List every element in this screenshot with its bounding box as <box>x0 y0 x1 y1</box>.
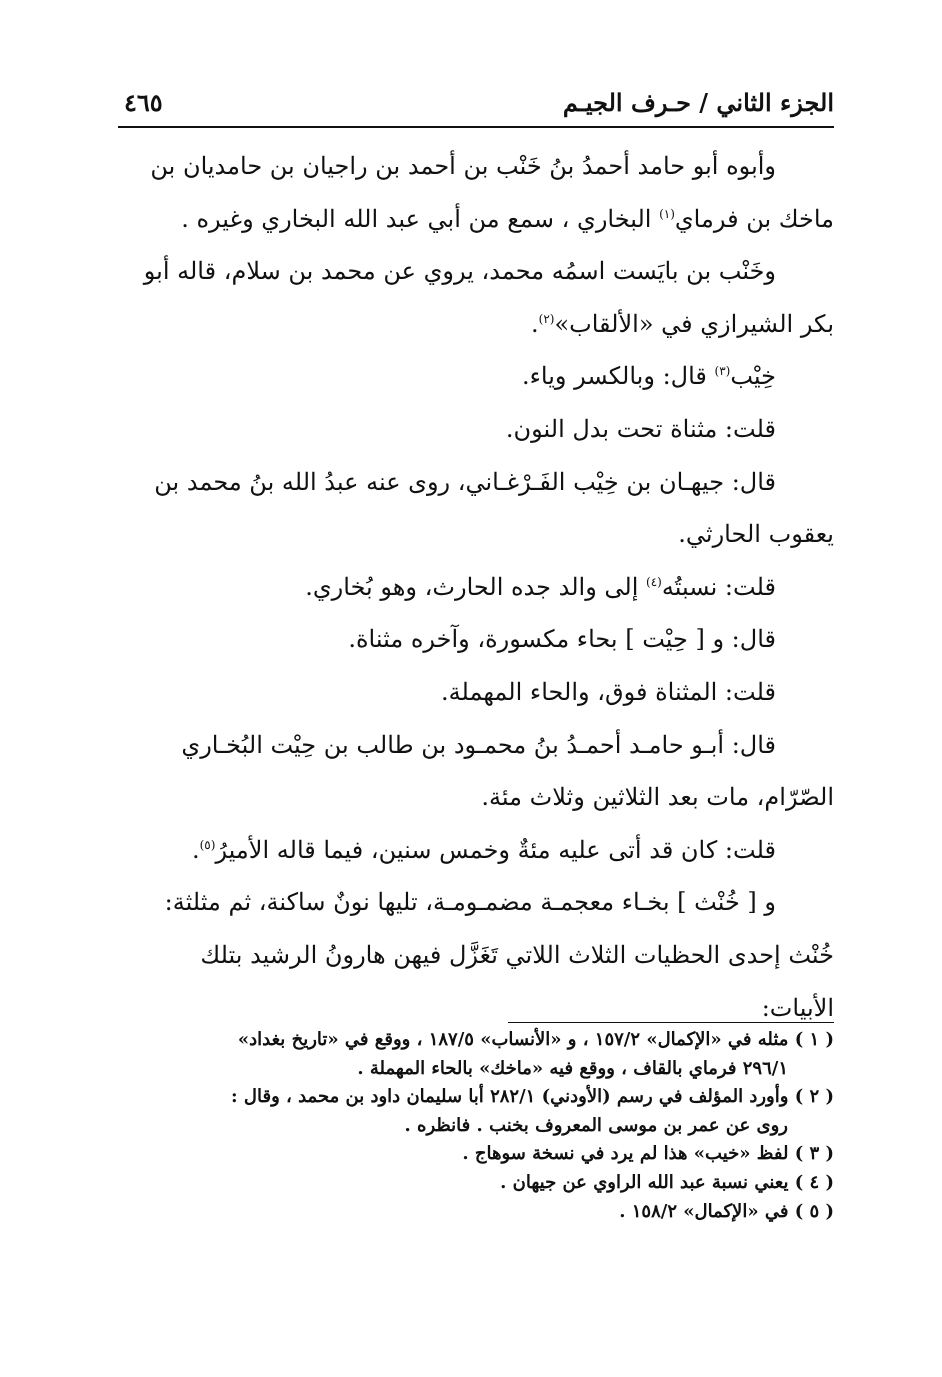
footnote: ( ٣ ) لفظ «خيب» هذا لم يرد في نسخة سوهاج . <box>462 1143 834 1165</box>
footnote-continuation: ٢٩٦/١ فرماي بالقاف ، ووقع فيه «ماخك» بالحاء المهملة . <box>357 1057 788 1079</box>
paragraph: قلت: نسبتُه$^{(٤)}$ إلى والد جده الحارث، وهو بُخاري. <box>305 572 776 601</box>
paragraph: وخَنْب بن بايَست اسمُه محمد، يروي عن محمد بن سلام، قاله أبو <box>143 257 776 286</box>
footnote-ref: (٢) <box>538 311 555 326</box>
main-text <box>118 140 834 1034</box>
paragraph-continuation: الصّرّام، مات بعد الثلاثين وثلاث مئة. <box>481 783 834 812</box>
footnote-mark: ( ٥ ) <box>794 1200 834 1222</box>
footnote-mark: ( ١ ) <box>794 1029 834 1050</box>
paragraph: وأبوه أبو حامد أحمدُ بنُ خَنْب بن أحمد بن راجيان بن حامديان بن <box>150 152 776 180</box>
footnote-ref: (٥) <box>199 837 216 852</box>
paragraph-continuation: ماخك بن فرماي$^{(١)}$ البخاري ، سمع من أبي عبد الله البخاري وغيره . <box>181 204 834 233</box>
paragraph: قال: أبـو حامـد أحمـدُ بنُ محمـود بن طالب بن حِيْت البُخـاري <box>181 730 776 759</box>
paragraph-continuation: بكر الشيرازي في «الألقاب»$^{(٢)}$. <box>530 309 834 338</box>
footnote: ( ٤ ) يعني نسبة عبد الله الراوي عن جيهان . <box>500 1171 834 1193</box>
footnote-ref: (١) <box>659 206 675 221</box>
paragraph: قال: و [ حِيْت ] بحاء مكسورة، وآخره مثناة. <box>348 625 776 654</box>
paragraph: قلت: المثناة فوق، والحاء المهملة. <box>441 677 776 706</box>
paragraph: قلت: مثناة تحت بدل النون. <box>505 414 776 443</box>
footnote-mark: ( ٣ ) <box>794 1143 834 1165</box>
paragraph: و [ خُنْث ] بخـاء معجمـة مضمـومـة، تليها نونٌ ساكنة، ثم مثلثة: <box>164 888 776 917</box>
footnote-continuation: روى عن عمر بن موسى المعروف بخنب . فانظره . <box>404 1114 788 1136</box>
running-title: الجزء الثاني / حـرف الجيـم <box>562 88 834 117</box>
paragraph: خِيْب$^{(٣)}$ قال: وبالكسر وياء. <box>522 362 776 391</box>
footnote-mark: ( ٢ ) <box>794 1086 834 1108</box>
footnote-mark: ( ٤ ) <box>794 1171 834 1193</box>
footnote: ( ٢ ) وأورد المؤلف في رسم (الأودني) ٢٨٢/١ أبا سليمان داود بن محمد ، وقال : <box>231 1086 834 1108</box>
footnote: ( ١ ) مثله في «الإكمال» ١٥٧/٢ ، و «الأنساب» ١٨٧/٥ ، ووقع في «تاريخ بغداد» <box>237 1029 834 1050</box>
footnote-ref: (٣) <box>714 364 731 379</box>
paragraph-continuation: الأبيات: <box>761 993 834 1022</box>
footnote-separator <box>508 1022 834 1023</box>
page-number: ٤٦٥ <box>124 88 163 117</box>
footnote: ( ٥ ) في «الإكمال» ١٥٨/٢ . <box>619 1200 834 1222</box>
footnotes <box>118 1026 834 1226</box>
paragraph: قال: جيهـان بن خِيْب الفَـرْغـاني، روى عنه عبدُ الله بنُ محمد بن <box>154 467 776 496</box>
paragraph: قلت: كان قد أتى عليه مئةٌ وخمس سنين، فيما قاله الأميرُ$^{(٥)}$. <box>191 835 776 864</box>
footnote-ref: (٤) <box>646 574 662 589</box>
paragraph-continuation: خُنْث إحدى الحظيات الثلاث اللاتي تَغَزَّل فيهن هارونُ الرشيد بتلك <box>200 940 834 969</box>
paragraph-continuation: يعقوب الحارثي. <box>678 520 834 549</box>
page-header <box>118 82 834 128</box>
